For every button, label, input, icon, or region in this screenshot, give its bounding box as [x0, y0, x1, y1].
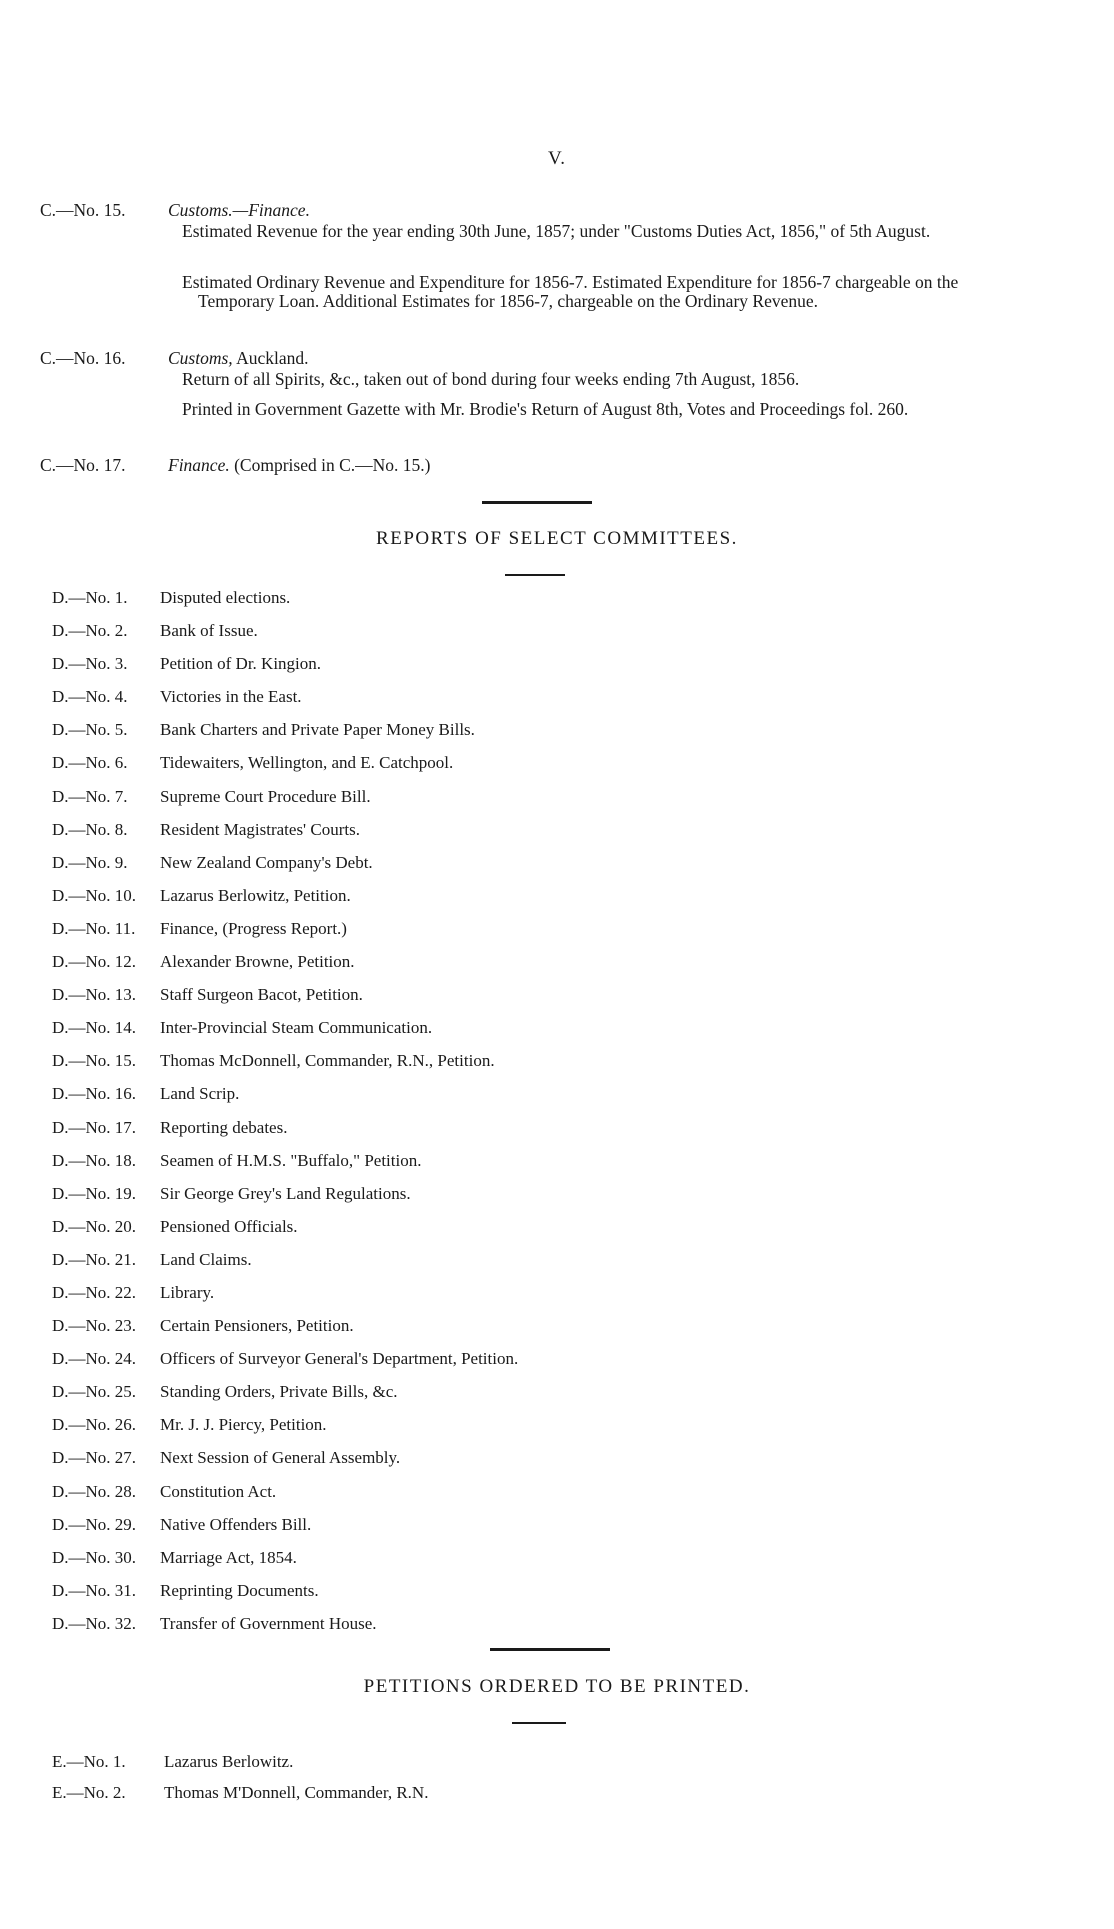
page-number: V. — [547, 148, 567, 169]
list-item: D.—No. 17. Reporting debates. — [52, 1117, 288, 1137]
list-item: D.—No. 21. Land Claims. — [52, 1249, 252, 1269]
entry-paragraph: Estimated Revenue for the year ending 30th June, 1857; under "Customs Duties Act, 1856," of 5th August. — [182, 221, 931, 241]
customs-entry-15 — [40, 201, 1040, 341]
entry-paragraph: Estimated Ordinary Revenue and Expenditure for 1856-7. Estimated Expenditure for 1856-7 chargeable on the Temporary Loan. Additional Estimates for 1856-7, chargeable on the Ordinary Revenue. — [182, 272, 959, 311]
list-item: D.—No. 16. Land Scrip. — [52, 1084, 240, 1104]
list-item: D.—No. 23. Certain Pensioners, Petition. — [52, 1316, 354, 1336]
section-divider — [490, 1648, 610, 1651]
list-item: D.—No. 5. Bank Charters and Private Paper Money Bills. — [52, 720, 475, 740]
list-item: E.—No. 1. Lazarus Berlowitz. — [52, 1752, 294, 1771]
section-divider — [482, 501, 592, 504]
list-item: D.—No. 11. Finance, (Progress Report.) — [52, 918, 347, 938]
entry-code: C.—No. 17. — [40, 455, 126, 475]
list-item: E.—No. 2. Thomas M'Donnell, Commander, R.N. — [52, 1783, 429, 1802]
petitions-heading: PETITIONS ORDERED TO BE PRINTED. — [363, 1676, 751, 1697]
list-item: D.—No. 27. Next Session of General Assembly. — [52, 1448, 401, 1468]
petitions-list — [52, 1752, 952, 1814]
list-item: D.—No. 9. New Zealand Company's Debt. — [52, 852, 373, 872]
list-item: D.—No. 15. Thomas McDonnell, Commander, R.N., Petition. — [52, 1051, 495, 1071]
entry-heading: Finance. (Comprised in C.—No. 15.) — [168, 455, 431, 475]
list-item: D.—No. 30. Marriage Act, 1854. — [52, 1547, 297, 1567]
list-item: D.—No. 6. Tidewaiters, Wellington, and E. Catchpool. — [52, 753, 454, 773]
entry-paragraph: Printed in Government Gazette with Mr. Brodie's Return of August 8th, Votes and Proceedings fol. 260. — [182, 399, 909, 419]
list-item: D.—No. 4. Victories in the East. — [52, 687, 302, 707]
list-item: D.—No. 2. Bank of Issue. — [52, 621, 258, 641]
list-item: D.—No. 7. Supreme Court Procedure Bill. — [52, 786, 371, 806]
list-item: D.—No. 24. Officers of Surveyor General's Department, Petition. — [52, 1349, 519, 1369]
list-item: D.—No. 8. Resident Magistrates' Courts. — [52, 819, 360, 839]
list-item: D.—No. 22. Library. — [52, 1282, 215, 1302]
list-item: D.—No. 28. Constitution Act. — [52, 1481, 277, 1501]
list-item: D.—No. 14. Inter-Provincial Steam Communication. — [52, 1018, 433, 1038]
entry-code: C.—No. 15. — [40, 200, 126, 220]
list-item: D.—No. 13. Staff Surgeon Bacot, Petition. — [52, 985, 363, 1005]
entry-heading: Customs, Auckland. — [168, 348, 309, 368]
customs-entry-17 — [40, 456, 1040, 478]
entry-code: C.—No. 16. — [40, 348, 126, 368]
list-item: D.—No. 29. Native Offenders Bill. — [52, 1514, 312, 1534]
list-item: D.—No. 25. Standing Orders, Private Bills, &c. — [52, 1382, 398, 1402]
list-item: D.—No. 18. Seamen of H.M.S. "Buffalo," Petition. — [52, 1150, 422, 1170]
customs-entry-16 — [40, 349, 1040, 444]
entry-paragraph: Return of all Spirits, &c., taken out of bond during four weeks ending 7th August, 1856. — [182, 369, 800, 389]
heading-underline — [512, 1722, 566, 1724]
list-item: D.—No. 20. Pensioned Officials. — [52, 1216, 298, 1236]
select-committees-list — [52, 588, 952, 1647]
heading-underline — [505, 574, 565, 576]
list-item: D.—No. 31. Reprinting Documents. — [52, 1580, 319, 1600]
list-item: D.—No. 19. Sir George Grey's Land Regulations. — [52, 1183, 411, 1203]
list-item: D.—No. 1. Disputed elections. — [52, 588, 291, 607]
entry-heading: Customs.—Finance. — [168, 200, 310, 220]
list-item: D.—No. 12. Alexander Browne, Petition. — [52, 952, 355, 972]
list-item: D.—No. 10. Lazarus Berlowitz, Petition. — [52, 885, 351, 905]
select-committees-heading: REPORTS OF SELECT COMMITTEES. — [376, 528, 738, 549]
list-item: D.—No. 26. Mr. J. J. Piercy, Petition. — [52, 1415, 327, 1435]
list-item: D.—No. 3. Petition of Dr. Kingion. — [52, 654, 322, 674]
list-item: D.—No. 32. Transfer of Government House. — [52, 1613, 377, 1633]
